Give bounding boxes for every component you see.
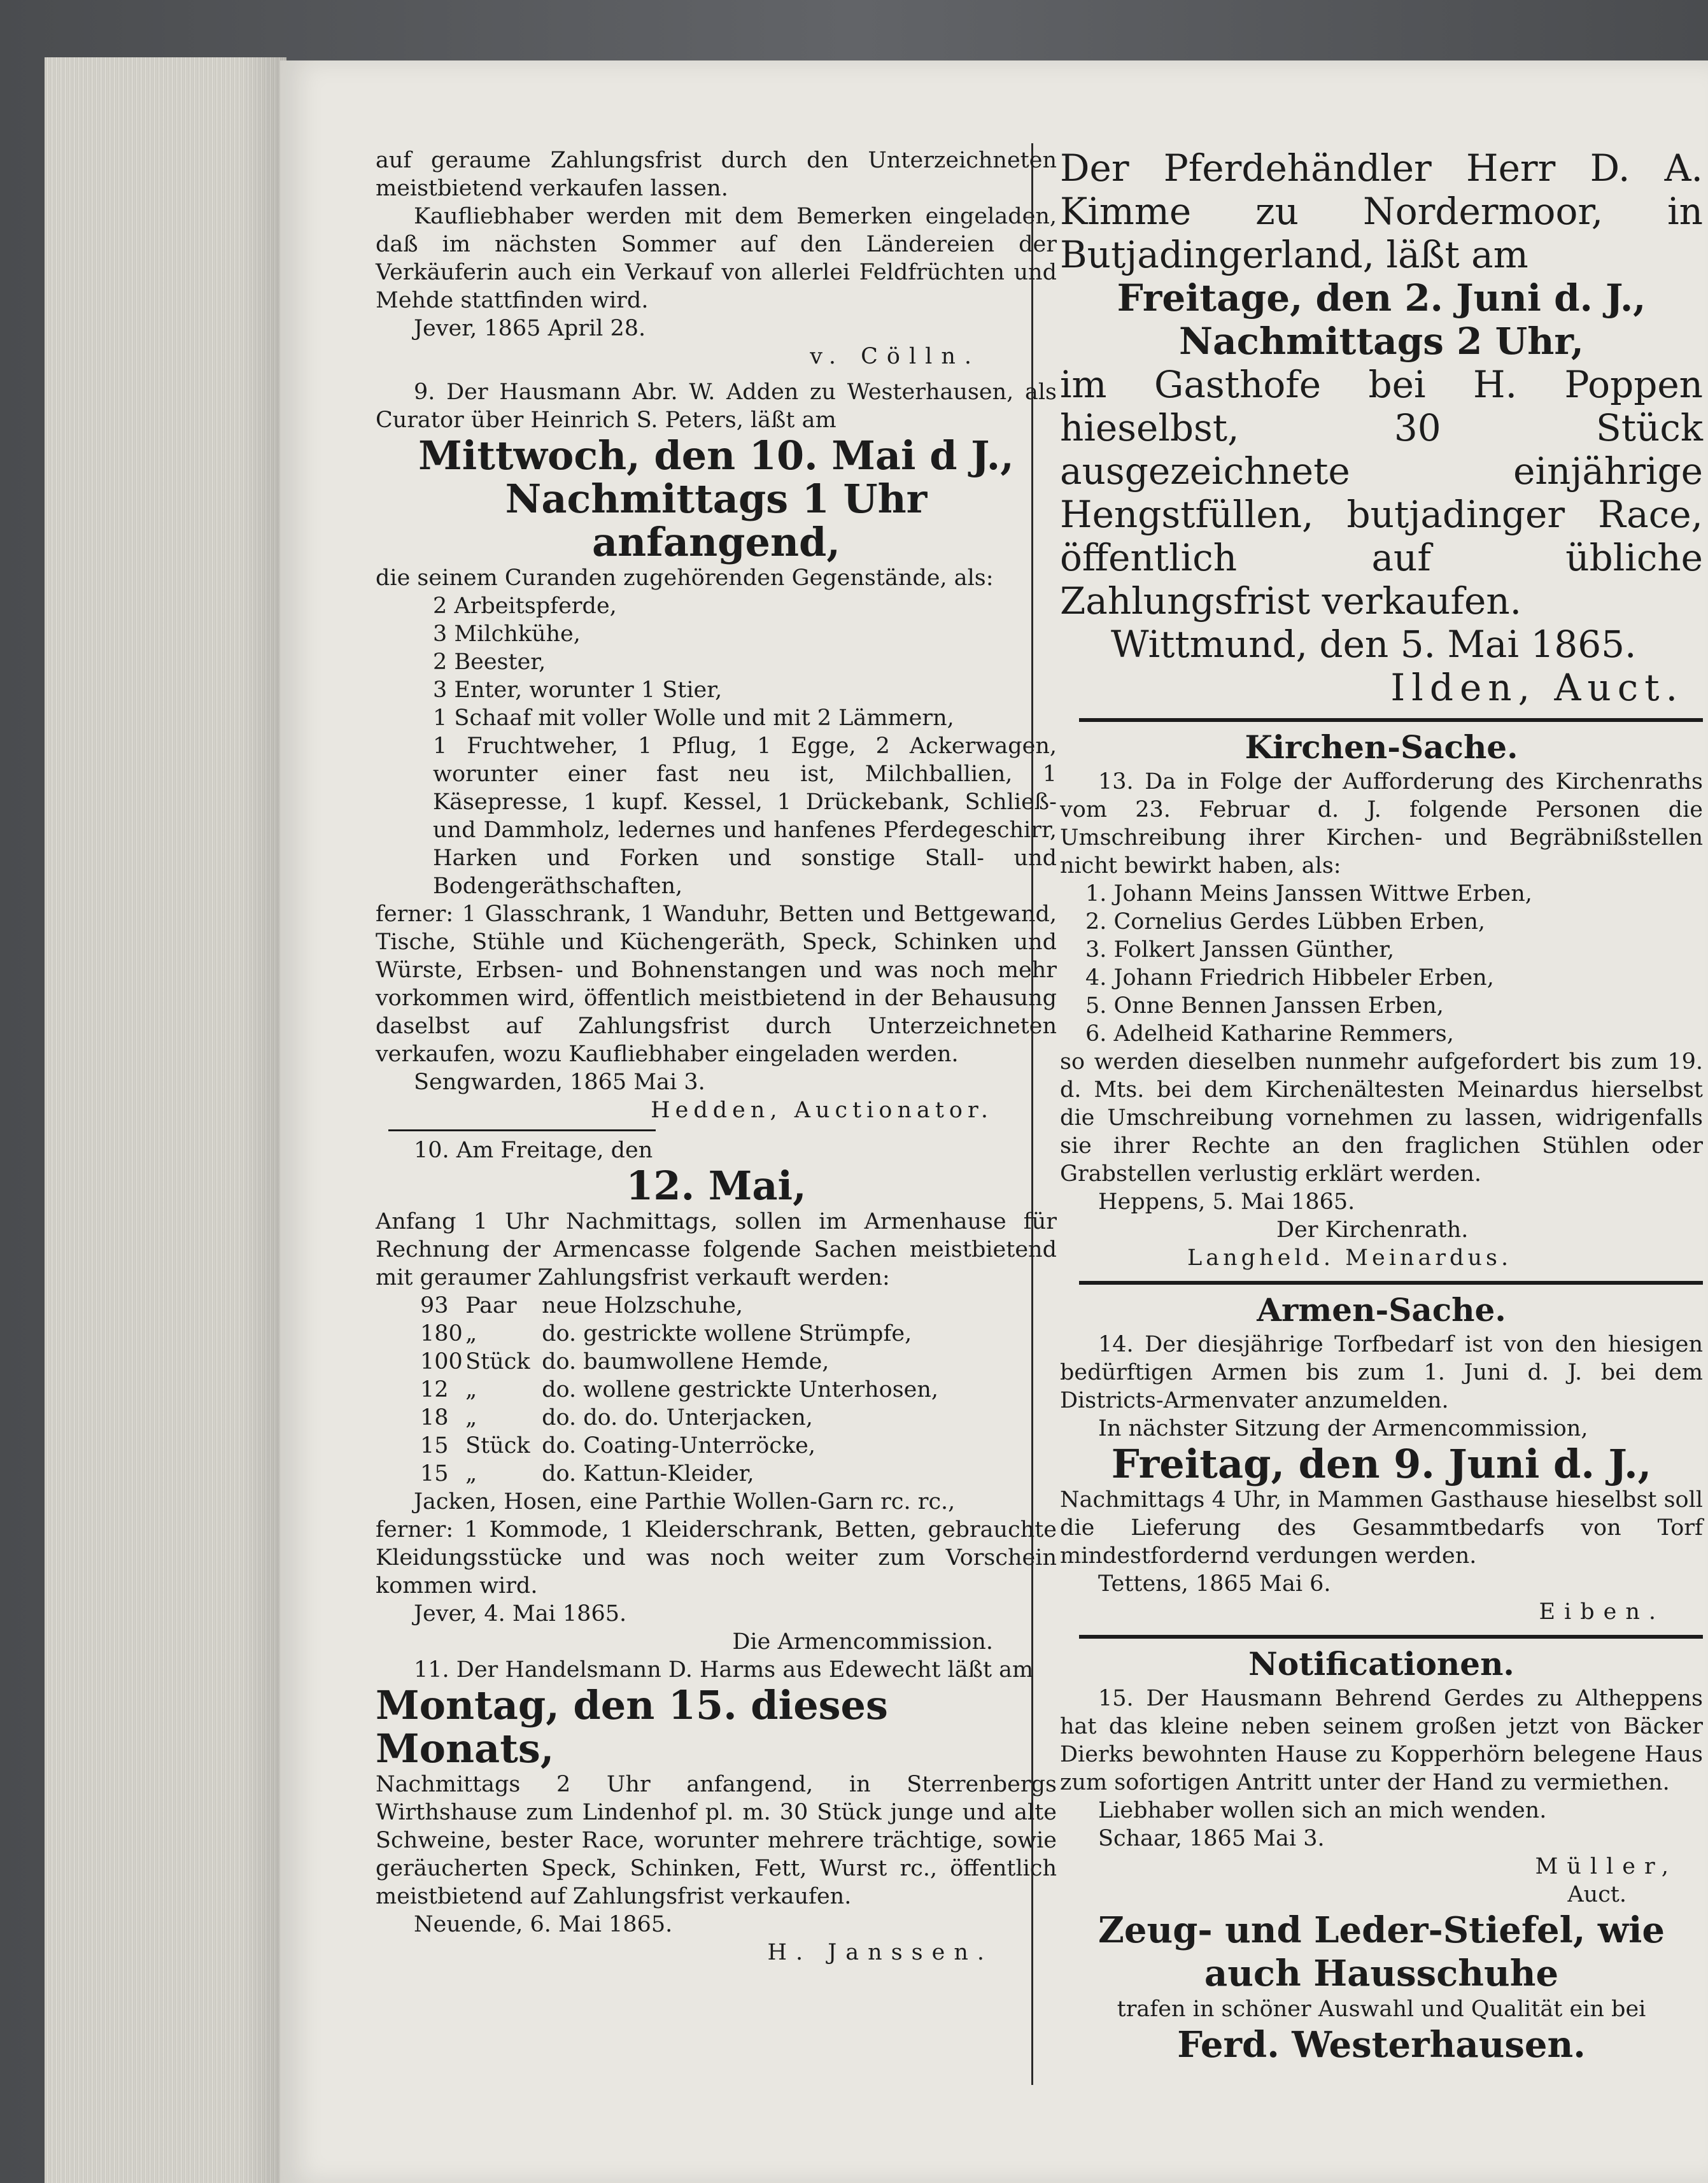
table-row: 15 „ do. Kattun-Kleider,: [420, 1461, 754, 1487]
horse-ad-intro: Der Pferdehändler Herr D. A. Kimme zu Nordermoor, in Butjadingerland, läßt am: [1060, 146, 1703, 276]
list-item: 5. Onne Bennen Janssen Erben,: [1085, 993, 1444, 1019]
notice-15-text-2: Liebhaber wollen sich an mich wenden.: [1098, 1798, 1547, 1823]
notice-15-text: 15. Der Hausmann Behrend Gerdes zu Altheppens hat das kleine neben seinem großen jetzt von Bäcker Dierks bewohnten Hause zu Kopperhörn belegene Haus zum sofortigen Antritt unter der Hand zu vermiethen.: [1060, 1686, 1703, 1795]
horse-ad-date: Freitage, den 2. Juni d. J.,: [1117, 276, 1646, 320]
place-date: Jever, 4. Mai 1865.: [414, 1601, 627, 1627]
list-item: 2. Cornelius Gerdes Lübben Erben,: [1085, 909, 1486, 935]
section-heading-armen: Armen-Sache.: [1257, 1291, 1506, 1329]
notice-14-text-2: In nächster Sitzung der Armencommission,: [1098, 1416, 1588, 1441]
table-row: 18 „ do. do. do. Unterjacken,: [420, 1405, 813, 1431]
boots-ad-merchant: Ferd. Westerhausen.: [1177, 2024, 1586, 2066]
place-date: Jever, 1865 April 28.: [414, 316, 646, 341]
boots-ad-heading: Zeug- und Leder-Stiefel, wie: [1097, 1909, 1665, 1951]
right-column: [1060, 146, 1703, 2066]
place-date: Sengwarden, 1865 Mai 3.: [414, 1070, 705, 1095]
horse-ad-time: Nachmittags 2 Uhr,: [1179, 320, 1584, 363]
list-item: 1. Johann Meins Janssen Wittwe Erben,: [1085, 881, 1532, 907]
place-date: Wittmund, den 5. Mai 1865.: [1111, 623, 1637, 666]
notice-11-text: Nachmittags 2 Uhr anfangend, in Sterrenbergs Wirthshause zum Lindenhof pl. m. 30 Stück junge und alte Schweine, bester Race, worunter mehrere trächtige, sowie geräucherten Speck, Schinken, Fett, Wurst rc., öffentlich meistbietend auf Zahlungsfrist verkaufen.: [376, 1772, 1057, 1909]
signature: v. Cölln.: [810, 344, 980, 369]
notice-10-heading: 12. Mai,: [626, 1162, 807, 1209]
signature: Die Armencommission.: [732, 1629, 993, 1655]
notice-9-lead: die seinem Curanden zugehörenden Gegenstände, als:: [376, 565, 994, 591]
place-date: Tettens, 1865 Mai 6.: [1098, 1571, 1331, 1597]
horse-ad-text: im Gasthofe bei H. Poppen hieselbst, 30 Stück ausgezeichnete einjährige Hengstfüllen, butjadinger Race, öffentlich auf übliche Zahlungsfrist verkaufen.: [1060, 363, 1703, 623]
signature: Langheld. Meinardus.: [1187, 1245, 1513, 1271]
signature: Müller,: [1535, 1854, 1677, 1879]
list-item: 3. Folkert Janssen Günther,: [1085, 937, 1395, 963]
boots-ad-text: trafen in schöner Auswahl und Qualität ein bei: [1117, 1996, 1646, 2022]
table-row: 15 Stück do. Coating-Unterröcke,: [420, 1433, 816, 1459]
list-item: 6. Adelheid Katharine Remmers,: [1085, 1021, 1454, 1047]
list-item: 3 Enter, worunter 1 Stier,: [433, 677, 723, 703]
table-row: 100 Stück do. baumwollene Hemde,: [420, 1349, 829, 1374]
boots-ad-heading-2: auch Hausschuhe: [1204, 1953, 1559, 1995]
newspaper-page: [280, 60, 1708, 2183]
notice-11-intro: 11. Der Handelsmann D. Harms aus Edewecht läßt am: [414, 1657, 1034, 1683]
signature-title: Auct.: [1567, 1882, 1627, 1907]
notice-9-time-heading: Nachmittags 1 Uhr anfangend,: [505, 476, 928, 565]
notice-14-text: 14. Der diesjährige Torfbedarf ist von den hiesigen bedürftigen Armen bis zum 1. Juni d. J. bei dem Districts-Armenvater anzumelden.: [1060, 1332, 1703, 1413]
notice-9-ferner: ferner: 1 Glasschrank, 1 Wanduhr, Betten und Bettgewand, Tische, Stühle und Küchengeräth, Speck, Schinken und Würste, Erbsen- und Bohnenstangen und was noch mehr vorkommen wird, öffentlich meistbietend in der Behausung daselbst auf Zahlungsfrist durch Unterzeichneten verkaufen, wozu Kaufliebhaber eingeladen werden.: [376, 901, 1057, 1067]
continued-paragraph: auf geraume Zahlungsfrist durch den Unterzeichneten meistbietend verkaufen lassen.: [376, 148, 1057, 201]
place-date: Schaar, 1865 Mai 3.: [1098, 1826, 1325, 1851]
notice-13-text: 13. Da in Folge der Aufforderung des Kirchenraths vom 23. Februar d. J. folgende Personen die Umschreibung ihrer Kirchen- und Begräbnißstellen nicht bewirkt haben, als:: [1060, 769, 1703, 879]
notice-9-intro: 9. Der Hausmann Abr. W. Adden zu Westerhausen, als Curator über Heinrich S. Peters, läßt am: [376, 379, 1057, 433]
notice-14-text-3: Nachmittags 4 Uhr, in Mammen Gasthause hieselbst soll die Lieferung des Gesammtbedarfs von Torf mindestfordernd verdungen werden.: [1060, 1487, 1703, 1569]
list-item: 3 Milchkühe,: [433, 621, 581, 647]
list-item: 1 Schaaf mit voller Wolle und mit 2 Lämmern,: [433, 705, 954, 731]
table-row: 180 „ do. gestrickte wollene Strümpfe,: [420, 1321, 912, 1346]
notice-10-intro: 10. Am Freitage, den: [414, 1138, 653, 1163]
place-date: Neuende, 6. Mai 1865.: [414, 1912, 673, 1937]
signature: Ilden, Auct.: [1390, 666, 1684, 709]
notice-10-tail: Jacken, Hosen, eine Parthie Wollen-Garn rc. rc.,: [414, 1489, 956, 1515]
left-column: [376, 146, 1057, 1967]
notice-13-tail: so werden dieselben nunmehr aufgefordert bis zum 19. d. Mts. bei dem Kirchenältesten Meinardus hierselbst die Umschreibung vornehmen zu lassen, widrigenfalls sie ihrer Rechte an den fraglichen Stühlen oder Grabstellen verlustig erklärt werden.: [1060, 1049, 1703, 1187]
notice-10-tail-2: ferner: 1 Kommode, 1 Kleiderschrank, Betten, gebrauchte Kleidungsstücke und was noch weiter zum Vorschein kommen wird.: [376, 1517, 1057, 1599]
notice-10-text: Anfang 1 Uhr Nachmittags, sollen im Armenhause für Rechnung der Armencasse folgende Sachen meistbietend mit geraumer Zahlungsfrist verkauft werden:: [376, 1209, 1057, 1290]
list-item: 2 Arbeitspferde,: [433, 593, 617, 619]
table-row: 12 „ do. wollene gestrickte Unterhosen,: [420, 1377, 939, 1402]
notice-9-date-heading: Mittwoch, den 10. Mai d J.,: [418, 432, 1014, 479]
signature: Eiben.: [1539, 1599, 1665, 1625]
signature: Der Kirchenrath.: [1276, 1217, 1469, 1243]
section-heading-kirchen: Kirchen-Sache.: [1245, 728, 1518, 766]
list-item: 2 Beester,: [433, 649, 546, 675]
notice-11-heading: Montag, den 15. dieses Monats,: [376, 1682, 888, 1772]
signature: Hedden, Auctionator.: [651, 1098, 993, 1123]
signature: H. Janssen.: [767, 1940, 993, 1965]
table-row: 93 Paar neue Holzschuhe,: [420, 1293, 744, 1318]
notice-14-heading: Freitag, den 9. Juni d. J.,: [1111, 1441, 1652, 1487]
list-item: 1 Fruchtweher, 1 Pflug, 1 Egge, 2 Ackerwagen, worunter einer fast neu ist, Milchballien, 1 Käsepresse, 1 kupf. Kessel, 1 Drückebank, Schließ- und Dammholz, ledernes und hanfenes Pferdegeschirr, Harken und Forken und sonstige Stall- und Bodengeräthschaften,: [433, 733, 1057, 899]
place-date: Heppens, 5. Mai 1865.: [1098, 1189, 1355, 1215]
continued-paragraph-2: Kaufliebhaber werden mit dem Bemerken eingeladen, daß im nächsten Sommer auf den Ländereien der Verkäuferin auch ein Verkauf von allerlei Feldfrüchten und Mehde stattfinden wird.: [376, 204, 1057, 313]
section-heading-notifications: Notificationen.: [1248, 1645, 1514, 1683]
list-item: 4. Johann Friedrich Hibbeler Erben,: [1085, 965, 1494, 991]
